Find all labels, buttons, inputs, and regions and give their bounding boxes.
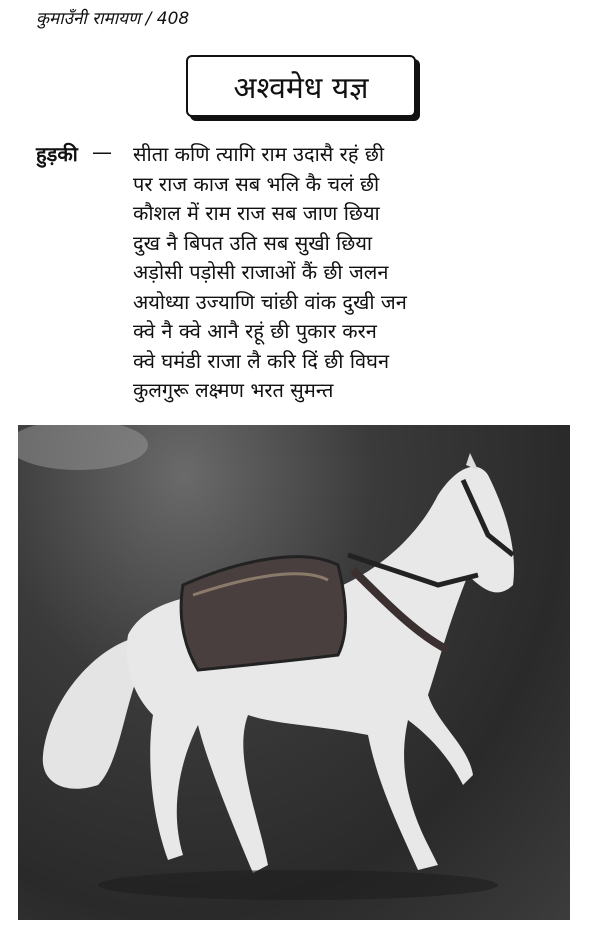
verse-line: कौशल में राम राज सब जाण छिया [133, 201, 380, 225]
speaker-dash: — [92, 140, 112, 164]
horse-photo [18, 425, 570, 920]
verse-block [133, 140, 407, 406]
verse-line: क्वे घमंडी राजा लै करि दिं छी विघन [133, 348, 390, 373]
verse-line: पर राज काज सब भलि कै चलं छी [133, 171, 380, 196]
verse-line: अयोध्या उज्याणि चांछी वांक दुखी जन [133, 289, 407, 314]
speaker-label: हुड़की [36, 142, 78, 166]
verse-line: क्वे नै क्वे आनै रहूं छी पुकार करन [133, 319, 377, 343]
verse-line: अड़ोसी पड़ोसी राजाओं कैं छी जलन [133, 260, 389, 284]
running-head: कुमाउँनी रामायण / 408 [36, 9, 190, 29]
white-horse-illustration [18, 425, 570, 920]
verse-line: दुख नै बिपत उति सब सुखी छिया [133, 230, 373, 255]
verse-line: कुलगुरू लक्ष्मण भरत सुमन्त [133, 378, 334, 402]
chapter-title: अश्वमेध यज्ञ [233, 70, 369, 106]
chapter-title-box [186, 55, 416, 117]
verse-line: सीता कणि त्यागि राम उदासै रहं छी [133, 142, 385, 166]
